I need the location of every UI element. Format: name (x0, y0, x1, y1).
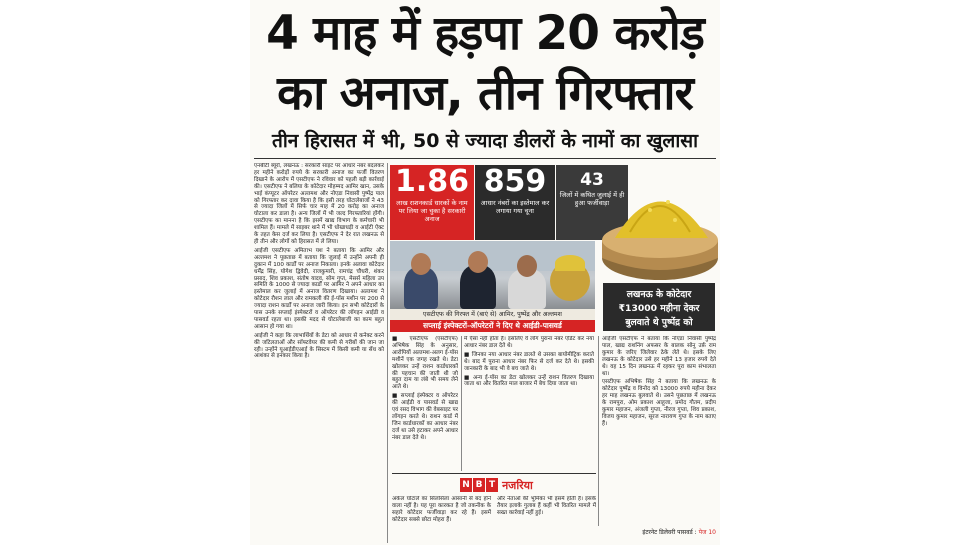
stat-value: 1.86 (394, 165, 470, 199)
story-paragraph: एसटीएफ अभिषेक सिंह ने बताया कि लखनऊ के कोटेदार पुष्पेंद्र व विनोद को 13000 रुपये महीना देकर हर माह लखनऊ बुलवाते थे। उसने पूछताछ में लखनऊ के रामपुरा, ओम प्रकाश आहूजा, प्रमोद गौतम, प्रदीप कुमार महाजन, अंजली गुप्ता, नीरज गुप्ता, शिव प्रकाश, विजय कुमार महाजन, सूरज नारायण गुप्त के नाम बताए हैं। (602, 379, 716, 427)
headline-line-1: 4 माह में हड़पा 20 करोड़ (266, 6, 704, 61)
stat-value: 859 (483, 165, 547, 199)
story-paragraph: एनबीटी ब्यूरो, लखनऊ : सरकारी साइट पर आधार नंबर बदलकर हर महीने करोड़ों रुपये के सरकारी अनाज का फर्जी वितरण दिखाने के आरोप में एसटीएफ ने रविवार को पहली बड़ी कार्रवाई की। एसटीएफ ने बलिया के कोटेदार मोहम्मद आमिर खान, उसके भाई कंप्यूटर ऑपरेटर अल्तमश और नोएडा निवासी पुष्पेंद्र पाल को गिरफ्तार कर दावा किया है कि इसी तरह घोटालेबाजों ने 43 से ज्यादा जिलों में सिर्फ चार माह में 20 करोड़ का अनाज घोटाला कर डाला है। अन्य जिलों में भी जल्द गिरफ्तारियां होंगी। एसटीएफ का मानना है कि इसमें खाद्य विभाग के कर्मचारी भी शामिल हैं। मामले में साइबर थाने में भी धोखाधड़ी व आईटी ऐक्ट के तहत केस दर्ज कर लिया है। एसटीएफ ने देर रात लखनऊ से ही तीन और लोगों को हिरासत में ले लिया। (254, 163, 384, 245)
top-rule (254, 158, 716, 159)
column-divider (461, 336, 462, 471)
stat-box-ration-cards (390, 165, 474, 240)
column-divider (387, 163, 388, 543)
page-footer (600, 528, 716, 538)
nbt-nazariya-label (394, 476, 599, 494)
story-paragraph: अकेल घोटाले का सिलसिला आसानी से बंद होने वाला नहीं है। यह पूरा कारकत है जो तकनीक के सहारे कोटेदार फर्जीवाड़ा कर रहे हैं। इसमें कोटेदार सबसे छोटा मोहरा हैं। (392, 496, 491, 523)
story-paragraph: ■ एसटीएफ (एसटीएफ) अभिषेक सिंह के अनुसार, आरोपियों अल्तमश-अलग ई-पॉस मशीनें एक जगह रखते थे। डेटा खोलकर उन्हें राशन कार्डधारकों की पहचान की जाती थी जो बहुत दाम या लंबे भी समय लेने आते थे। (392, 336, 458, 391)
headline-line-2: का अनाज, तीन गिरफ्तार (277, 66, 693, 121)
story-column-1 (254, 163, 384, 543)
stat-box-aadhaar (475, 165, 555, 240)
story-paragraph: आईजी एसटीएफ ने बताया कि नोएडा निवासी पुष्पेंद्र पाल, खाद्य राशनिंग अफसर के बालक सोनू उर्फ़ राम कुमार के जरिए जिलेवार ठेके लेते थे। इसके लिए लखनऊ के कोटेदार उसे हर महीने 13 हजार रुपये देते थे। वह 15 दिन लखनऊ में रहकर पूरा काम संभालता था। (602, 336, 716, 377)
subheadline: तीन हिरासत में भी, 50 से ज्यादा डीलरों के नामों का खुलासा (271, 130, 699, 152)
story-paragraph: ■ अन्य ई-पॉस का डेटा खोलकर उन्हें राशन वितरण दिखाया जाता था और वितरित माल बाजार में बेच दिया जाता था। (464, 374, 594, 388)
footer-text: इंटरनेट डिलेवरी पासवर्ड : (642, 529, 697, 536)
nbt-logo-n: N (460, 478, 472, 492)
story-column-2 (392, 336, 458, 471)
nbt-rule (392, 473, 596, 474)
story-paragraph: आईजी एसटीएफ अमिताभ यश ने बताया कि आमिर और अल्तमश ने पूछताछ में बताया कि जुलाई में उन्होंने अपनी ही दुकान में 100 कार्डों पर अनाज निकाला। इनके अलावा कोटेदार धर्मेंद्र सिंह, योगेश द्विवेदी, राजकुमारी, रामचंद्र चौधरी, शंकर प्रसाद, शिव प्रकाश, संतोष यादव, सोम गुप्त, मेसर्स महिला उप समिति के 1000 से ज्यादा कार्डों पर आमिर ने अपने आधार का इस्तेमाल कर जुलाई में अनाज वितरण दिखाया। अल्तमश ने कोटेदार रौशन लाल और रामकली की ई-पॉस मशीन पर 200 से ज्यादा राशन कार्डों पर अनाज जारी किया। इन सभी कोटेदारों के पास उनके सप्लाई इंस्पेक्टरों व ऑपरेटर की लॉगइन आईडी व पासवर्ड रहता था। इसकी मदद से घोटालेबाजी का काम बहुत आसान हो गया था। (254, 247, 384, 330)
stat-value: 43 (580, 170, 604, 190)
story-column-4 (602, 336, 716, 526)
story-paragraph: और नेताओं की भूमिका भी इसमें होती है। इसके तैयार इलाके गुलाब हैं कहीं भी वितरित मामले में सख्त कार्रवाई नहीं हुई। (497, 496, 596, 516)
story-paragraph: आईजी ने कहा कि लाभार्थियों के डेटा को आधार से कनेक्ट करने की जटिलताओं और सॉफ्टवेयर की कमी से गरीबों की जान जा रही। उन्होंने यूआईडीएआई के सिस्टम में किसी कमी या सेंध को आशंका से इनकार किया है। (254, 332, 384, 360)
story-paragraph: ■ जिनका नया आधार नंबर डालते थे उसका बायोमीट्रिक कराते थे। बाद में पुराना आधार नंबर फिर से दर्ज कर देते थे। इसकी जानकारी के बाद भी वे बच जाते थे। (464, 351, 594, 372)
column-divider (598, 336, 599, 526)
story-paragraph: ■ सप्लाई इंस्पेक्टर व ऑपरेटर की आईडी व पासवर्ड से खाद्य एवं रसद विभाग की वेबसाइट पर लॉगइन करते थे। राशन कार्ड में जिन कार्डधारकों का आधार नंबर दर्ज था उसे हटाकर अपने आधार नंबर डाल देते थे। (392, 393, 458, 441)
story-column-3 (464, 336, 594, 471)
stat-label: लाख राशनकार्ड धारकों के नाम पर लिया जा चुका है सरकारी अनाज (396, 199, 468, 223)
side-box-line: बुलवाते थे पुष्पेंद्र को (625, 317, 693, 328)
page-number: पेज 10 (698, 529, 716, 536)
story-column-5 (392, 496, 596, 543)
side-box-line: लखनऊ के कोटेदार (626, 289, 692, 300)
nbt-label: नजरिया (502, 478, 533, 492)
side-box-line: ₹13000 महीना देकर (618, 303, 700, 314)
side-box (603, 283, 715, 331)
arrest-photo (390, 241, 595, 309)
stat-label: आधार नंबरों का इस्तेमाल कर लगाया गया चूना (480, 199, 550, 215)
newspaper-page (250, 0, 720, 545)
photo-caption: एसटीएफ की गिरफ्त में (बाएं से) आमिर, पुष्पेंद्र और अल्तमश (390, 309, 595, 320)
nbt-logo-t: T (486, 478, 498, 492)
stat-label: जिलों में कथित जुलाई में ही हुआ फर्जीवाड़ा (559, 191, 625, 207)
story-paragraph: में ऐसा नहीं होता है। इसलिए वे लोग पुराना नंबर एडिट कर नया आधार नंबर डाल देते थे। (464, 336, 594, 349)
red-banner: सप्लाई इंस्पेक्टरों-ऑपरेटरों ने दिए थे आईडी-पासवर्ड (390, 320, 595, 332)
nbt-logo-b: B (473, 478, 485, 492)
